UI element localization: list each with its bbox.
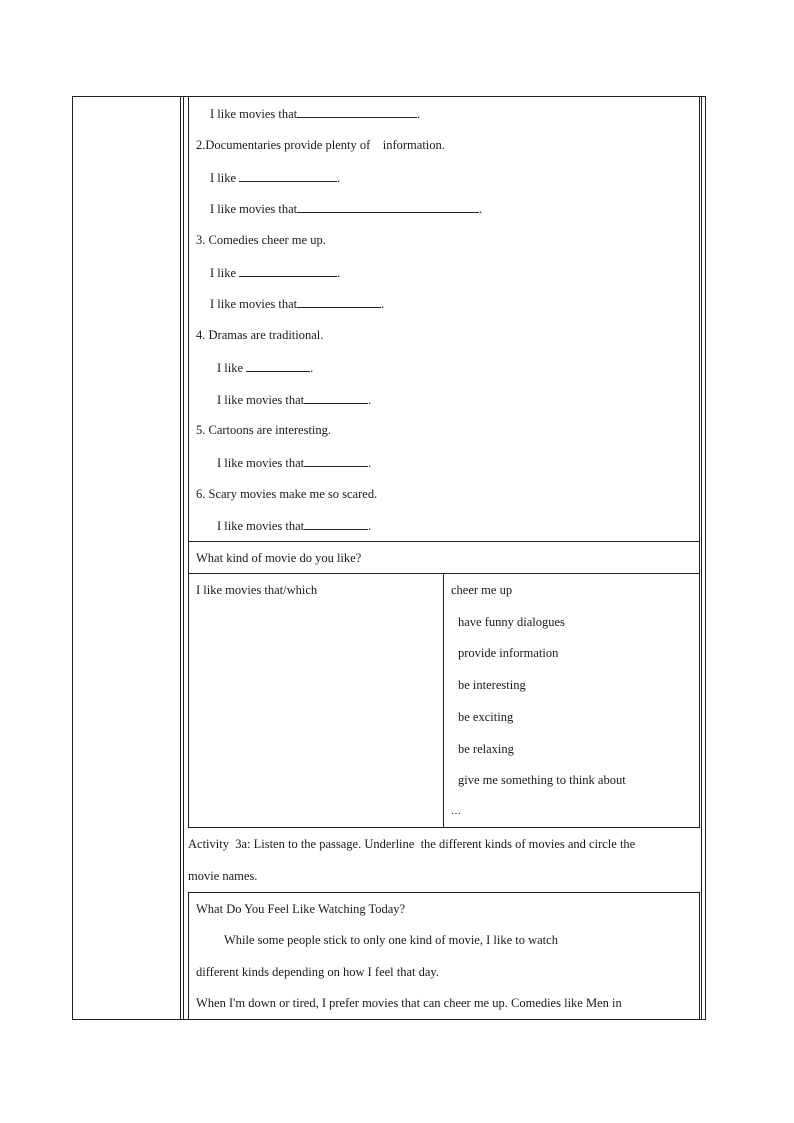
column-divider-right [701,96,702,1020]
question-text: What kind of movie do you like? [196,551,362,565]
answer-blank[interactable] [239,169,337,182]
phrase-item: be interesting [458,678,526,692]
exercise-q2-line1: I like . [210,171,341,185]
phrase-item: cheer me up [451,583,513,597]
exercise-q4-line1: I like . [217,361,314,375]
answer-table-divider [443,573,444,828]
answer-blank[interactable] [304,454,368,467]
exercise-box [188,96,700,542]
column-divider [180,96,181,1020]
phrase-item: have funny dialogues [458,615,565,629]
exercise-q1-line2: I like movies that . [210,107,421,121]
column-divider-inner [183,96,184,1020]
answer-blank[interactable] [304,391,368,404]
answer-blank[interactable] [297,105,417,118]
passage-text: different kinds depending on how I feel that day. [196,965,439,979]
exercise-q6-line1: I like movies that . [217,519,372,533]
exercise-q4: 4. Dramas are traditional. [196,328,324,342]
exercise-q4-line2: I like movies that . [217,393,372,407]
exercise-q5-line1: I like movies that . [217,456,372,470]
exercise-q3-line1: I like . [210,266,341,280]
exercise-q2-line2: I like movies that . [210,202,483,216]
answer-blank[interactable] [297,200,479,213]
exercise-q3: 3. Comedies cheer me up. [196,233,326,247]
passage-title: What Do You Feel Like Watching Today? [196,902,406,916]
answer-blank[interactable] [304,517,368,530]
phrase-item: be exciting [458,710,514,724]
activity-instruction-line1: Activity 3a: Listen to the passage. Underline the different kinds of movies and circle the [188,837,636,851]
passage-text: While some people stick to only one kind of movie, I like to watch [224,933,558,947]
phrase-item: provide information [458,646,559,660]
answer-blank[interactable] [239,264,337,277]
answer-table [188,573,700,828]
activity-instruction-line2: movie names. [188,869,258,883]
exercise-q6: 6. Scary movies make me so scared. [196,487,378,501]
answer-blank[interactable] [246,359,310,372]
exercise-q5: 5. Cartoons are interesting. [196,423,332,437]
answer-blank[interactable] [297,295,381,308]
phrase-item: be relaxing [458,742,514,756]
phrase-ellipsis: … [451,806,461,817]
answer-table-left-header: I like movies that/which [196,583,318,597]
passage-text: When I'm down or tired, I prefer movies that can cheer me up. Comedies like Men in [196,996,622,1010]
exercise-q3-line2: I like movies that . [210,297,385,311]
phrase-item: give me something to think about [458,773,626,787]
exercise-q2: 2.Documentaries provide plenty of information. [196,138,445,152]
